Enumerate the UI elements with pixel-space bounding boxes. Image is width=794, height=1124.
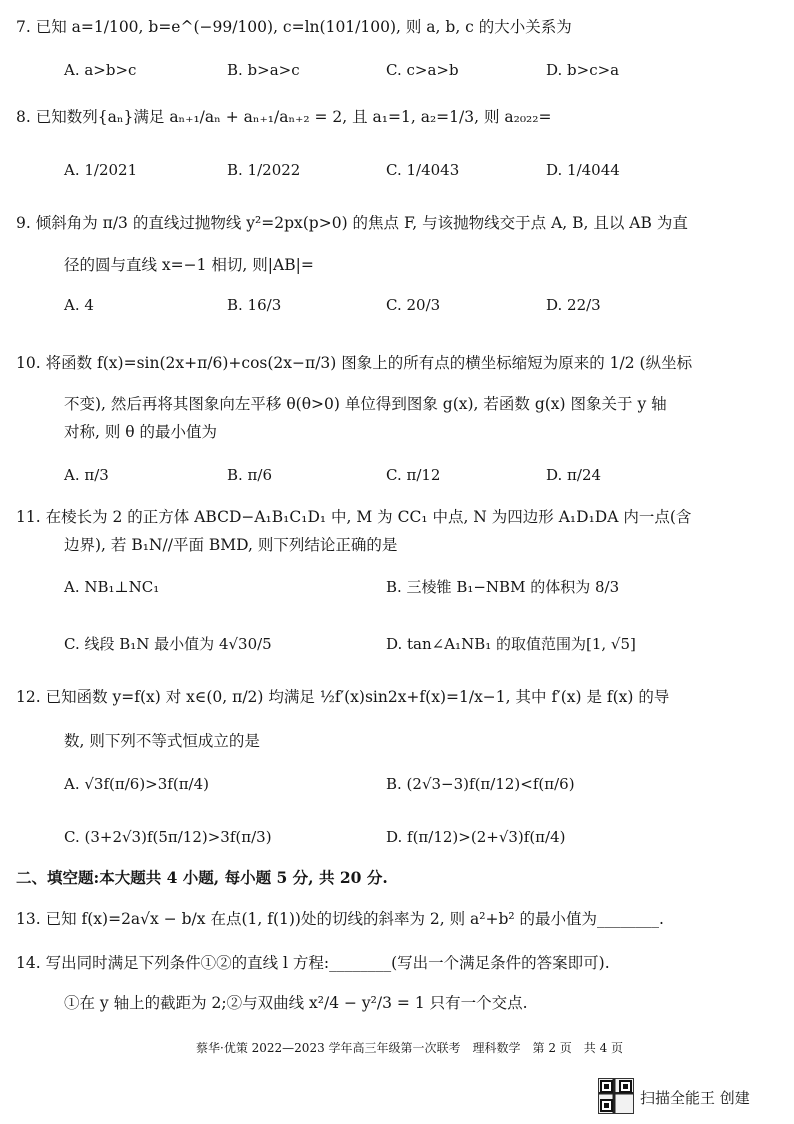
question-7-stem: 7. 已知 a=1/100, b=e^(−99/100), c=ln(101/100), 则 a, b, c 的大小关系为 (16, 18, 572, 36)
question-8-option-d: D. 1/4044 (546, 161, 620, 179)
question-8-option-a: A. 1/2021 (64, 161, 138, 179)
qr-code-icon (598, 1078, 634, 1114)
section-2-heading: 二、填空题:本大题共 4 小题, 每小题 5 分, 共 20 分. (16, 868, 388, 887)
question-8-stem: 8. 已知数列{aₙ}满足 aₙ₊₁/aₙ + aₙ₊₁/aₙ₊₂ = 2, 且 a₁=1, a₂=1/3, 则 a₂₀₂₂= (16, 108, 552, 126)
question-10-stem-line-3: 对称, 则 θ 的最小值为 (64, 423, 218, 441)
question-7-option-a: A. a>b>c (64, 61, 137, 79)
question-14-stem-line-1: 14. 写出同时满足下列条件①②的直线 l 方程:________(写出一个满足条件的答案即可). (16, 954, 610, 972)
question-10-stem-line-1: 10. 将函数 f(x)=sin(2x+π/6)+cos(2x−π/3) 图象上的所有点的横坐标缩短为原来的 1/2 (纵坐标 (16, 354, 693, 372)
question-12-option-b: B. (2√3−3)f(π/12)<f(π/6) (386, 775, 575, 793)
question-7-option-c: C. c>a>b (386, 61, 459, 79)
question-11-option-c: C. 线段 B₁N 最小值为 4√30/5 (64, 635, 272, 653)
question-9-option-a: A. 4 (64, 296, 94, 314)
question-12-option-c: C. (3+2√3)f(5π/12)>3f(π/3) (64, 828, 272, 846)
question-12-option-a: A. √3f(π/6)>3f(π/4) (64, 775, 210, 793)
question-11-stem-line-1: 11. 在棱长为 2 的正方体 ABCD−A₁B₁C₁D₁ 中, M 为 CC₁ 中点, N 为四边形 A₁D₁DA 内一点(含 (16, 508, 692, 526)
page-footer: 蔡华·优策 2022—2023 学年高三年级第一次联考 理科数学 第 2 页 共 4 页 (196, 1041, 624, 1055)
question-10-option-b: B. π/6 (227, 466, 273, 484)
question-11-stem-line-2: 边界), 若 B₁N//平面 BMD, 则下列结论正确的是 (64, 536, 398, 554)
question-9-option-b: B. 16/3 (227, 296, 282, 314)
question-7-option-b: B. b>a>c (227, 61, 300, 79)
question-10-option-d: D. π/24 (546, 466, 602, 484)
question-10-option-a: A. π/3 (64, 466, 109, 484)
question-11-option-b: B. 三棱锥 B₁−NBM 的体积为 8/3 (386, 578, 620, 596)
question-9-option-c: C. 20/3 (386, 296, 441, 314)
question-7-option-d: D. b>c>a (546, 61, 620, 79)
question-11-option-d: D. tan∠A₁NB₁ 的取值范围为[1, √5] (386, 635, 636, 653)
question-8-option-c: C. 1/4043 (386, 161, 460, 179)
question-10-option-c: C. π/12 (386, 466, 441, 484)
question-12-option-d: D. f(π/12)>(2+√3)f(π/4) (386, 828, 566, 846)
question-10-stem-line-2: 不变), 然后再将其图象向左平移 θ(θ>0) 单位得到图象 g(x), 若函数 g(x) 图象关于 y 轴 (64, 395, 667, 413)
question-8-option-b: B. 1/2022 (227, 161, 301, 179)
question-12-stem-line-2: 数, 则下列不等式恒成立的是 (64, 732, 260, 750)
question-9-stem-line-2: 径的圆与直线 x=−1 相切, 则|AB|= (64, 256, 314, 274)
question-9-option-d: D. 22/3 (546, 296, 601, 314)
question-14-stem-line-2: ①在 y 轴上的截距为 2;②与双曲线 x²/4 − y²/3 = 1 只有一个交点. (64, 994, 528, 1012)
question-12-stem-line-1: 12. 已知函数 y=f(x) 对 x∈(0, π/2) 均满足 ½f′(x)sin2x+f(x)=1/x−1, 其中 f′(x) 是 f(x) 的导 (16, 688, 670, 706)
scanner-watermark: 扫描全能王 创建 (640, 1089, 750, 1107)
question-11-option-a: A. NB₁⊥NC₁ (64, 578, 160, 596)
question-13-stem: 13. 已知 f(x)=2a√x − b/x 在点(1, f(1))处的切线的斜率为 2, 则 a²+b² 的最小值为________. (16, 910, 664, 928)
question-9-stem-line-1: 9. 倾斜角为 π/3 的直线过抛物线 y²=2px(p>0) 的焦点 F, 与该抛物线交于点 A, B, 且以 AB 为直 (16, 214, 688, 232)
